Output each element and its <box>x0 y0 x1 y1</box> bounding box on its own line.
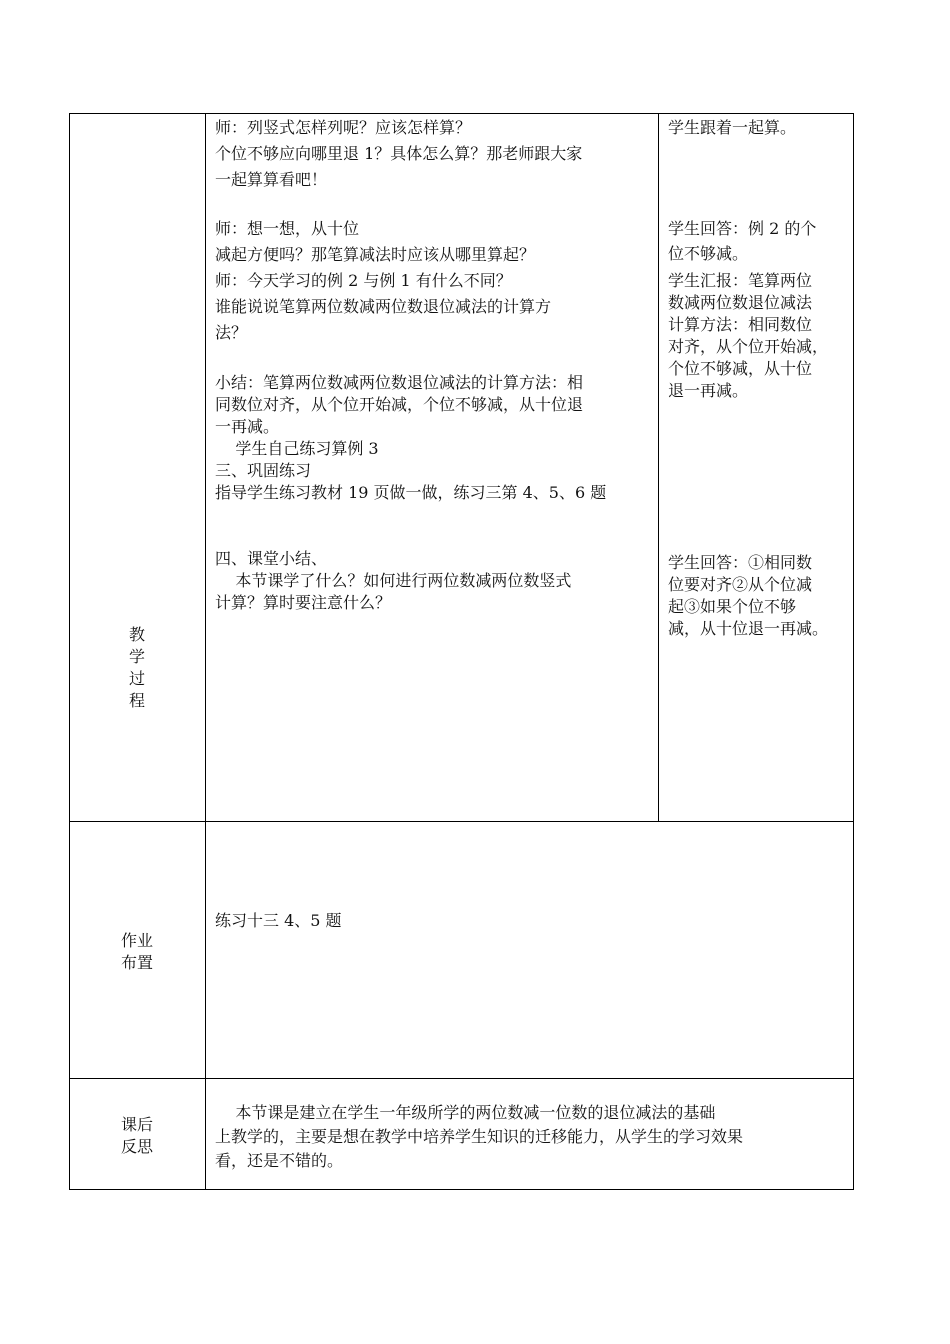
label-char: 学 <box>128 647 145 666</box>
student-line: 数减两位数退位减法 <box>668 293 813 312</box>
label-char: 教 <box>128 625 145 644</box>
row-divider-2 <box>69 1078 854 1079</box>
teacher-line: 一再减。 <box>215 417 280 436</box>
teacher-line: 指导学生练习教材 19 页做一做，练习三第 4、5、6 题 <box>215 483 607 502</box>
row-divider-1 <box>69 821 854 822</box>
label-char: 过 <box>128 669 145 688</box>
reflection-line: 本节课是建立在学生一年级所学的两位数减一位数的退位减法的基础 <box>215 1103 716 1122</box>
table-left-border <box>69 113 70 1190</box>
teacher-line: 谁能说说笔算两位数减两位数退位减法的计算方 <box>215 297 552 316</box>
student-line: 学生汇报：笔算两位 <box>668 271 813 290</box>
teacher-line: 三、巩固练习 <box>215 461 312 480</box>
teacher-line: 同数位对齐，从个位开始减，个位不够减，从十位退 <box>215 395 584 414</box>
teacher-line: 一起算算看吧！ <box>215 170 328 189</box>
student-line: 计算方法：相同数位 <box>668 315 813 334</box>
label-line: 作业 <box>120 931 153 950</box>
student-line: 退一再减。 <box>668 381 749 400</box>
label-line: 反思 <box>120 1137 153 1156</box>
student-line: 对齐，从个位开始减， <box>668 337 829 356</box>
student-line: 个位不够减，从十位 <box>668 359 813 378</box>
teacher-line: 本节课学了什么？如何进行两位数减两位数竖式 <box>215 571 572 590</box>
teacher-line: 学生自己练习算例 3 <box>215 439 379 458</box>
teacher-line: 计算？算时要注意什么？ <box>215 593 392 612</box>
reflection-line: 看，还是不错的。 <box>215 1151 344 1170</box>
student-line: 起③如果个位不够 <box>668 597 797 616</box>
teacher-line: 师：想一想，从十位 <box>215 219 360 238</box>
label-line: 布置 <box>120 953 153 972</box>
label-column-divider <box>205 113 206 1190</box>
teacher-line: 四、课堂小结、 <box>215 549 328 568</box>
student-line: 学生回答：例 2 的个 <box>668 219 817 238</box>
teacher-line: 法？ <box>215 323 248 342</box>
table-right-border <box>853 113 854 1190</box>
row-label-reflection <box>107 1114 167 1158</box>
teacher-line: 个位不够应向哪里退 1？具体怎么算？那老师跟大家 <box>215 144 583 163</box>
teacher-line: 师：列竖式怎样列呢？应该怎样算？ <box>215 118 472 137</box>
teacher-line: 师：今天学习的例 2 与例 1 有什么不同？ <box>215 271 512 290</box>
reflection-line: 上教学的，主要是想在教学中培养学生知识的迁移能力，从学生的学习效果 <box>215 1127 744 1146</box>
student-line: 学生跟着一起算。 <box>668 118 797 137</box>
student-line: 学生回答：①相同数 <box>668 553 813 572</box>
table-bottom-border <box>69 1189 854 1190</box>
label-char: 程 <box>128 691 145 710</box>
table-top-border <box>69 113 854 114</box>
teacher-line: 小结：笔算两位数减两位数退位减法的计算方法：相 <box>215 373 584 392</box>
student-line: 减，从十位退一再减。 <box>668 619 829 638</box>
label-line: 课后 <box>120 1115 153 1134</box>
student-line: 位不够减。 <box>668 244 749 263</box>
homework-content: 练习十三 4、5 题 <box>215 911 342 930</box>
student-column-divider <box>658 113 659 822</box>
row-label-homework <box>107 930 167 974</box>
teacher-line: 减起方便吗？那笔算减法时应该从哪里算起？ <box>215 245 536 264</box>
student-line: 位要对齐②从个位减 <box>668 575 813 594</box>
row-label-teaching-process <box>107 624 167 712</box>
